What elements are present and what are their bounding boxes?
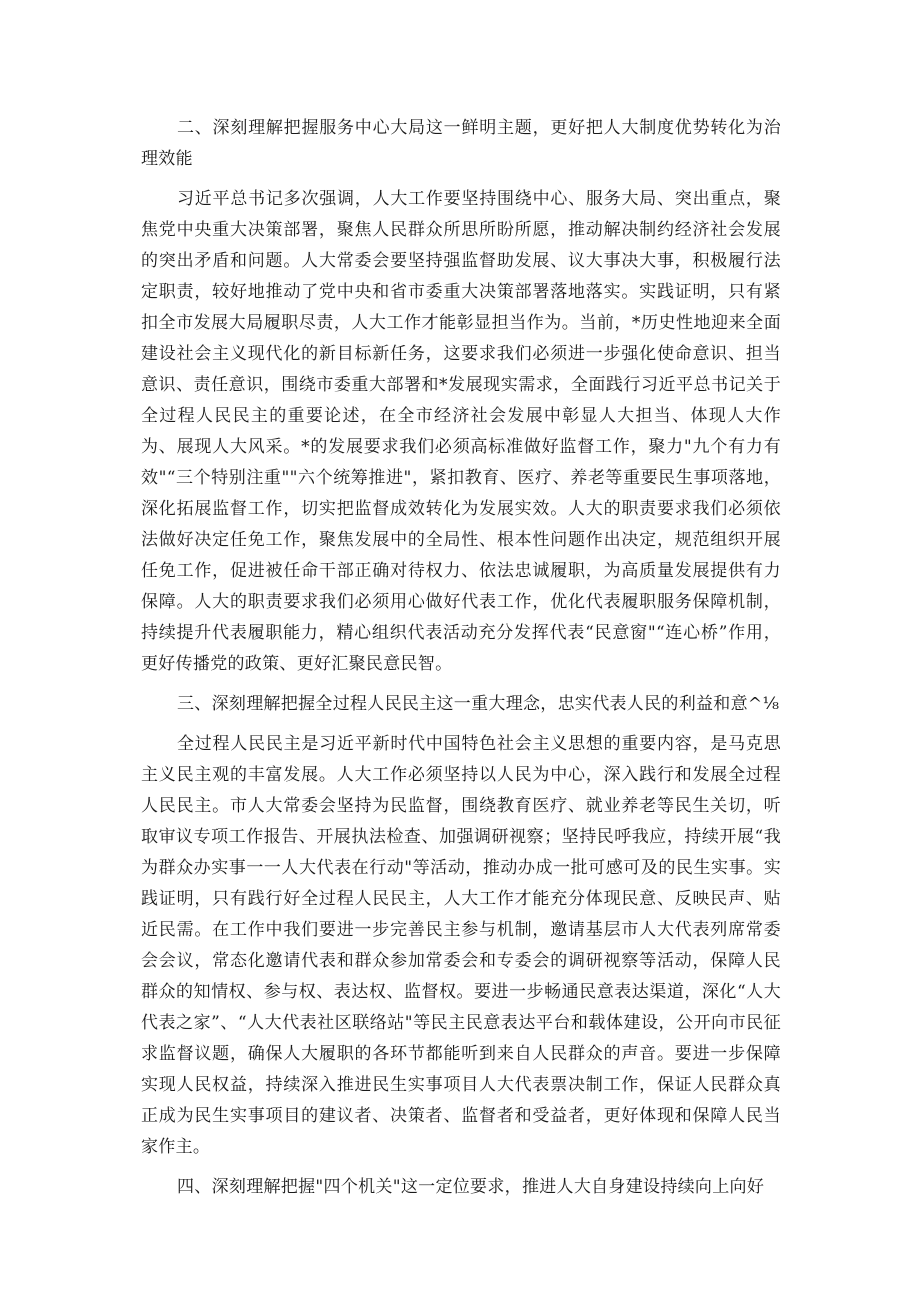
section-paragraph-2: 习近平总书记多次强调，人大工作要坚持围绕中心、服务大局、突出重点，聚焦党中央重大决策部署，聚焦人民群众所思所盼所愿，推动解决制约经济社会发展的突出矛盾和问题。人大常委会要坚持强监督助发展、议大事决大事，积极履行法定职责，较好地推动了党中央和省市委重大决策部署落地落实。实践证明，只有紧扣全市发展大局履职尽责，人大工作才能彰显担当作为。当前，*历史性地迎来全面建设社会主义现代化的新目标新任务，这要求我们必须进一步强化使命意识、担当意识、责任意识，围绕市委重大部署和*发展现实需求，全面践行习近平总书记关于全过程人民民主的重要论述，在全市经济社会发展中彰显人大担当、体现人大作为、展现人大风采。*的发展要求我们必须高标准做好监督工作，聚力"九个有力有效"“三个特别注重""六个统筹推进"，紧扣教育、医疗、养老等重要民生事项落地，深化拓展监督工作，切实把监督成效转化为发展实效。人大的职责要求我们必须依法做好决定任免工作，聚焦发展中的全局性、根本性问题作出决定，规范组织开展任免工作，促进被任命干部正确对待权力、依法忠诚履职，为高质量发展提供有力保障。人大的职责要求我们必须用心做好代表工作，优化代表履职服务保障机制，持续提升代表履职能力，精心组织代表活动充分发挥代表“民意窗"“连心桥”作用，更好传播党的政策、更好汇聚民意民智。 [141, 189, 781, 674]
section-paragraph-3: 全过程人民民主是习近平新时代中国特色社会主义思想的重要内容，是马克思主义民主观的丰富发展。人大工作必须坚持以人民为中心，深入践行和发展全过程人民民主。市人大常委会坚持为民监督，围绕教育医疗、就业养老等民生关切，听取审议专项工作报告、开展执法检查、加强调研视察；坚持民呼我应，持续开展“我为群众办实事一一人大代表在行动"等活动，推动办成一批可感可及的民生实事。实践证明，只有践行好全过程人民民主，人大工作才能充分体现民意、反映民声、贴近民需。在工作中我们要进一步完善民主参与机制，邀请基层市人大代表列席常委会会议，常态化邀请代表和群众参加常委会和专委会的调研视察等活动，保障人民群众的知情权、参与权、表达权、监督权。要进一步畅通民意表达渠道，深化“人大代表之家”、“人大代表社区联络站"等民主民意表达平台和载体建设，公开向市民征求监督议题，确保人大履职的各环节都能听到来自人民群众的声音。要进一步保障实现人民权益，持续深入推进民生实事项目人大代表票决制工作，保证人民群众真正成为民生实事项目的建议者、决策者、监督者和受益者，更好体现和保障人民当家作主。 [141, 734, 781, 1157]
section-heading-3: 三、深刻理解把握全过程人民民主这一重大理念，忠实代表人民的利益和意^⅛ [177, 694, 780, 714]
document-body [141, 113, 781, 1212]
section-heading-4: 四、深刻理解把握"四个机关"这一定位要求，推进人大自身建设持续向上向好 [177, 1177, 765, 1197]
section-heading-2: 二、深刻理解把握服务中心大局这一鲜明主题，更好把人大制度优势转化为治理效能 [141, 118, 781, 169]
